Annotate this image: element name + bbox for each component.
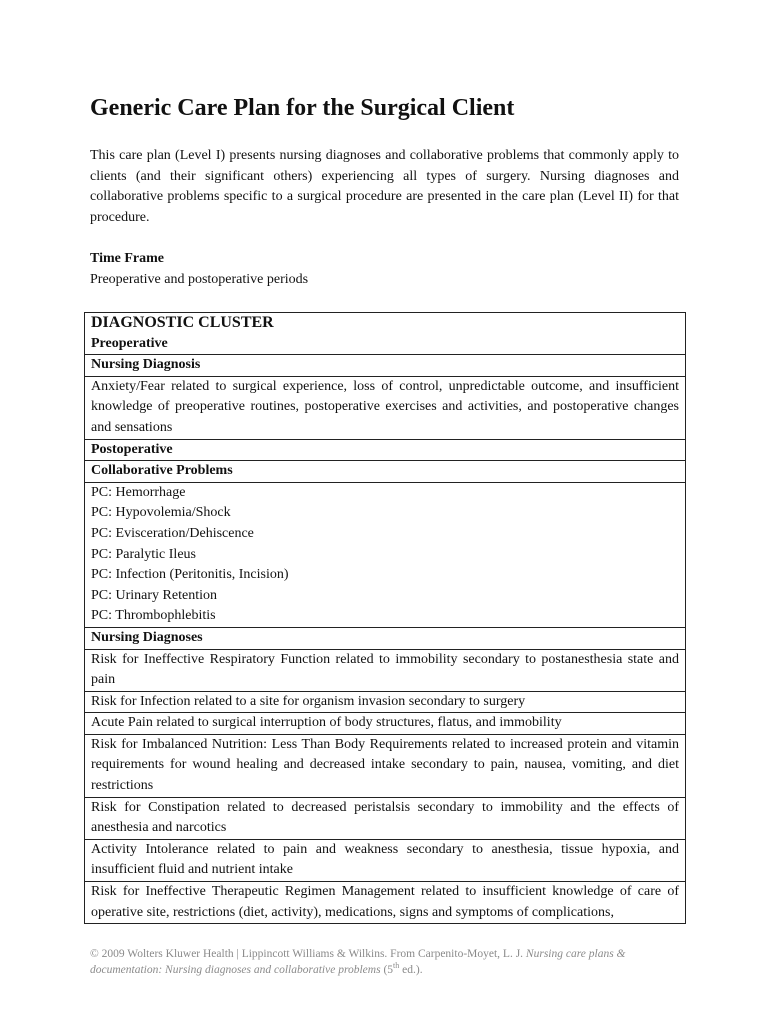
list-item: PC: Evisceration/Dehiscence [91, 525, 254, 541]
document-title: Generic Care Plan for the Surgical Client [90, 95, 515, 121]
intro-paragraph: This care plan (Level I) presents nursing diagnoses and collaborative problems that commonly apply to clients (and their significant others) experiencing all types of surgery. Nursing diagnoses and collaborative problems specific to a surgical procedure are presented in the care plan (Level II) for that procedure. [90, 148, 679, 226]
table-row [85, 313, 686, 355]
footer-edition-sup: th [393, 961, 400, 971]
list-item: PC: Hemorrhage [91, 484, 186, 500]
table-row [85, 461, 686, 483]
list-item: PC: Infection (Peritonitis, Incision) [91, 567, 289, 583]
table-row [85, 355, 686, 377]
list-item: PC: Urinary Retention [91, 587, 217, 603]
footer-book-title: Nursing care plans & documentation: Nursing diagnoses and collaborative problems [90, 948, 626, 976]
anxiety-diagnosis: Anxiety/Fear related to surgical experience, loss of control, unpredictable outcome, and insufficient knowledge of preoperative routines, postoperative exercises and activities, and postoperative changes and sensations [85, 376, 686, 439]
table-row [85, 649, 686, 691]
table-row [85, 839, 686, 881]
footer-citation-text: © 2009 Wolters Kluwer Health | Lippincott Williams & Wilkins. From Carpenito-Moyet, L. J. [90, 948, 526, 960]
time-frame-heading: Time Frame [90, 251, 164, 266]
table-row [85, 734, 686, 797]
diagnosis-infection: Risk for Infection related to a site for organism invasion secondary to surgery [85, 691, 686, 713]
nursing-diagnosis-label: Nursing Diagnosis [85, 355, 686, 377]
copyright-footer [90, 946, 690, 978]
footer-edition-open: (5 [380, 964, 394, 976]
table-row [85, 376, 686, 439]
list-item: PC: Hypovolemia/Shock [91, 505, 231, 521]
time-frame-text: Preoperative and postoperative periods [90, 272, 309, 287]
table-row [85, 482, 686, 627]
table-row [85, 627, 686, 649]
diagnosis-acute-pain: Acute Pain related to surgical interruption of body structures, flatus, and immobility [85, 713, 686, 735]
cluster-title: DIAGNOSTIC CLUSTER [91, 314, 274, 331]
nursing-diagnoses-label: Nursing Diagnoses [85, 627, 686, 649]
diagnosis-respiratory: Risk for Ineffective Respiratory Function related to immobility secondary to postanesthesia state and pain [85, 649, 686, 691]
table-row [85, 713, 686, 735]
table-row [85, 797, 686, 839]
table-row [85, 691, 686, 713]
table-row [85, 439, 686, 461]
cluster-header-cell [85, 313, 686, 355]
footer-edition-close: ed.). [399, 964, 423, 976]
diagnosis-activity-intolerance: Activity Intolerance related to pain and weakness secondary to anesthesia, tissue hypoxia, and insufficient fluid and nutrient intake [85, 839, 686, 881]
diagnosis-constipation: Risk for Constipation related to decreased peristalsis secondary to immobility and the effects of anesthesia and narcotics [85, 797, 686, 839]
list-item: PC: Paralytic Ileus [91, 546, 196, 562]
diagnosis-nutrition: Risk for Imbalanced Nutrition: Less Than Body Requirements related to increased protein and vitamin requirements for wound healing and decreased intake secondary to pain, nausea, vomiting, and diet restrictions [85, 734, 686, 797]
postoperative-label: Postoperative [85, 439, 686, 461]
diagnostic-cluster-table [84, 312, 686, 924]
preoperative-label: Preoperative [91, 335, 168, 351]
diagnosis-regimen-management: Risk for Ineffective Therapeutic Regimen Management related to insufficient knowledge of care of operative site, restrictions (diet, activity), medications, signs and symptoms of complications, [85, 882, 686, 924]
list-item: PC: Thrombophlebitis [91, 608, 216, 624]
collaborative-problems-label: Collaborative Problems [85, 461, 686, 483]
collaborative-problems-list [85, 482, 686, 627]
table-row [85, 882, 686, 924]
